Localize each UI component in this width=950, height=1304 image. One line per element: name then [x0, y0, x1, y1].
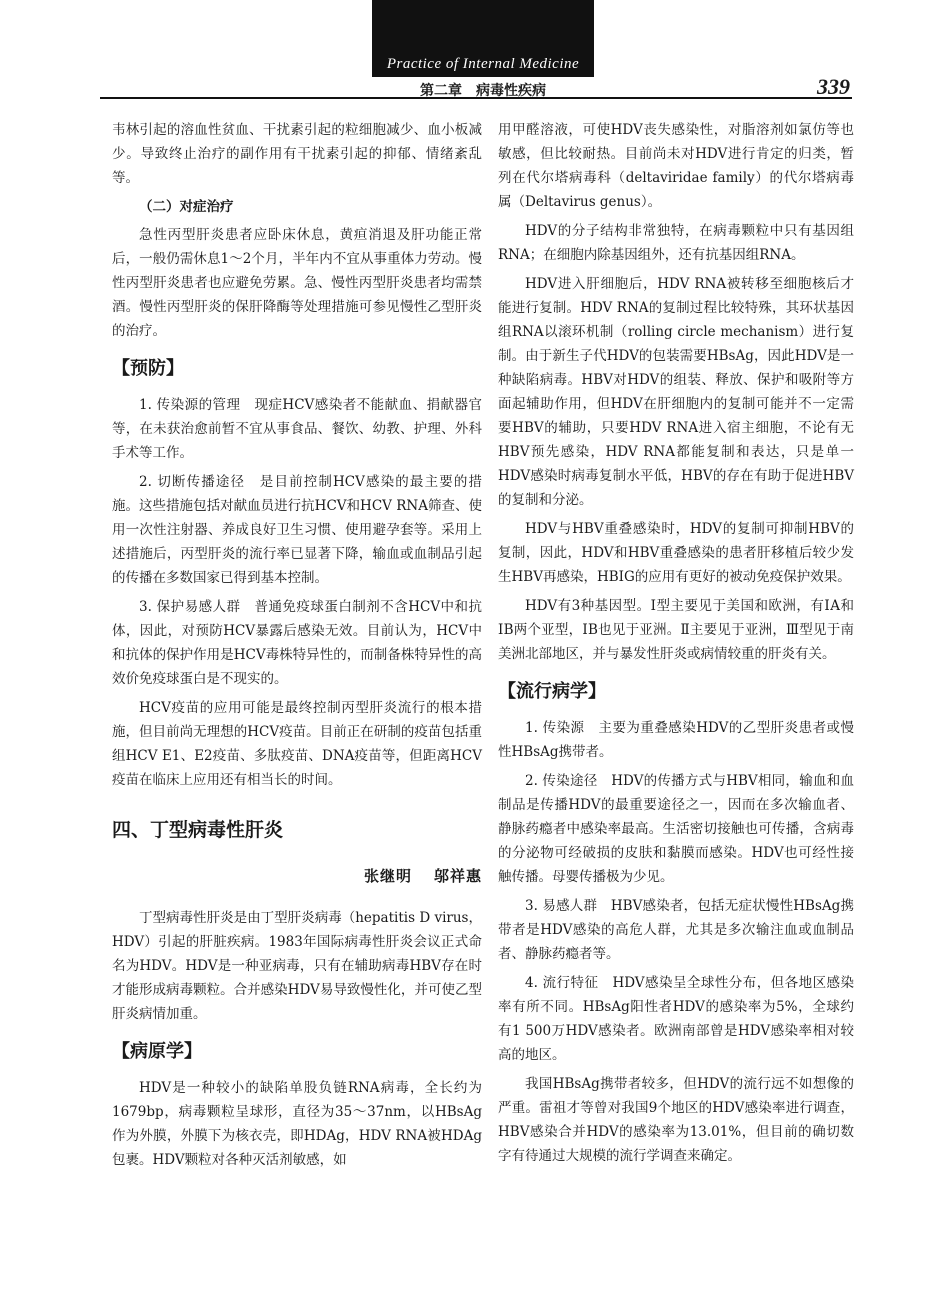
paragraph: 急性丙型肝炎患者应卧床休息，黄疸消退及肝功能正常后，一般仍需休息1～2个月，半年内不宜从事重体力劳动。慢性丙型肝炎患者也应避免劳累。急、慢性丙型肝炎患者均需禁酒。慢性丙型肝炎的保肝降酶等处理措施可参见慢性乙型肝炎的治疗。	[112, 227, 482, 339]
paragraph: HDV进入肝细胞后，HDV RNA被转移至细胞核后才能进行复制。HDV RNA的复制过程比较特殊，其环状基因组RNA以滚环机制（rolling circle mechanism）进行复制。由于新生子代HDV的包装需要HBsAg，因此HDV是一种缺陷病毒。HBV对HDV的组装、释放、保护和吸附等方面起辅助作用，但HDV在肝细胞内的复制可能并不一定需要HBV的辅助，只要HDV RNA进入宿主细胞，不论有无HBV预先感染，HDV RNA都能复制和表达，只是单一HDV感染时病毒复制水平低，HBV的存在有助于促进HBV的复制和分泌。	[498, 276, 854, 508]
section-heading-epidemiology: 【流行病学】	[498, 681, 606, 702]
paragraph: 1. 传染源 主要为重叠感染HDV的乙型肝炎患者或慢性HBsAg携带者。	[498, 720, 854, 760]
paragraph: 2. 传染途径 HDV的传播方式与HBV相同，输血和血制品是传播HDV的最重要途径之一，因而在多次输血者、静脉药瘾者中感染率最高。生活密切接触也可传播，含病毒的分泌物可经破损的皮肤和黏膜而感染。HDV也可经性接触传播。母婴传播极为少见。	[498, 773, 854, 885]
chapter-title: 四、丁型病毒性肝炎	[112, 819, 284, 841]
paragraph: HDV的分子结构非常独特，在病毒颗粒中只有基因组RNA；在细胞内除基因组外，还有抗基因组RNA。	[498, 223, 854, 263]
author-name: 邬祥惠	[433, 867, 482, 885]
journal-name: Practice of Internal Medicine	[386, 56, 580, 72]
paragraph: 4. 流行特征 HDV感染呈全球性分布，但各地区感染率有所不同。HBsAg阳性者HDV的感染率为5%，全球约有1 500万HDV感染者。欧洲南部曾是HDV感染率相对较高的地区。	[498, 975, 854, 1063]
paragraph: 1. 传染源的管理 现症HCV感染者不能献血、捐献器官等，在未获治愈前暂不宜从事食品、餐饮、幼教、护理、外科手术等工作。	[112, 397, 482, 461]
right-column	[498, 118, 854, 1173]
paragraph: HDV与HBV重叠感染时，HDV的复制可抑制HBV的复制，因此，HDV和HBV重叠感染的患者肝移植后较少发生HBV再感染，HBIG的应用有更好的被动免疫保护效果。	[498, 521, 854, 585]
paragraph: HCV疫苗的应用可能是最终控制丙型肝炎流行的根本措施，但目前尚无理想的HCV疫苗。目前正在研制的疫苗包括重组HCV E1、E2疫苗、多肽疫苗、DNA疫苗等，但距离HCV疫苗在临床上应用还有相当长的时间。	[112, 700, 482, 788]
page-number: 339	[817, 74, 850, 99]
section-heading-prevention: 【预防】	[112, 358, 184, 379]
paragraph: 丁型病毒性肝炎是由丁型肝炎病毒（hepatitis D virus，HDV）引起的肝脏疾病。1983年国际病毒性肝炎会议正式命名为HDV。HDV是一种亚病毒，只有在辅助病毒HBV存在时才能形成病毒颗粒。合并感染HDV易导致慢性化，并可使乙型肝炎病情加重。	[112, 910, 482, 1022]
paragraph: 3. 易感人群 HBV感染者，包括无症状慢性HBsAg携带者是HDV感染的高危人群，尤其是多次输注血或血制品者、静脉药瘾者等。	[498, 898, 854, 962]
paragraph: 我国HBsAg携带者较多，但HDV的流行远不如想像的严重。雷祖才等曾对我国9个地区的HDV感染率进行调查，HBV感染合并HDV的感染率为13.01%，但目前的确切数字有待通过大规模的流行学调查来确定。	[498, 1076, 854, 1164]
paragraph: 用甲醛溶液，可使HDV丧失感染性，对脂溶剂如氯仿等也敏感，但比较耐热。目前尚未对HDV进行肯定的归类，暂列在代尔塔病毒科（deltaviridae family）的代尔塔病毒属（Deltavirus genus）。	[498, 122, 854, 210]
header-rule	[100, 97, 852, 99]
author-name: 张继明	[363, 867, 412, 885]
authors	[112, 864, 482, 888]
paragraph: 2. 切断传播途径 是目前控制HCV感染的最主要的措施。这些措施包括对献血员进行抗HCV和HCV RNA筛查、使用一次性注射器、养成良好卫生习惯、使用避孕套等。采用上述措施后，丙型肝炎的流行率已显著下降，输血或血制品引起的传播在多数国家已得到基本控制。	[112, 474, 482, 586]
paragraph: 3. 保护易感人群 普通免疫球蛋白制剂不含HCV中和抗体，因此，对预防HCV暴露后感染无效。目前认为，HCV中和抗体的保护作用是HCV毒株特异性的，而制备株特异性的高效价免疫球蛋白是不现实的。	[112, 599, 482, 687]
journal-banner	[372, 0, 594, 77]
subheading-symptomatic: （二）对症治疗	[139, 199, 234, 215]
left-column	[112, 118, 482, 1177]
paragraph: HDV是一种较小的缺陷单股负链RNA病毒，全长约为1679bp，病毒颗粒呈球形，直径为35～37nm，以HBsAg作为外膜，外膜下为核衣壳，即HDAg，HDV RNA被HDAg包裹。HDV颗粒对各种灭活剂敏感，如	[112, 1080, 482, 1168]
paragraph: HDV有3种基因型。Ⅰ型主要见于美国和欧洲，有ⅠA和ⅠB两个亚型，ⅠB也见于亚洲。Ⅱ主要见于亚洲，Ⅲ型见于南美洲北部地区，并与暴发性肝炎或病情较重的肝炎有关。	[498, 598, 854, 662]
chapter-header: 第二章 病毒性疾病	[420, 83, 546, 99]
section-heading-etiology: 【病原学】	[112, 1041, 202, 1062]
paragraph: 韦林引起的溶血性贫血、干扰素引起的粒细胞减少、血小板减少。导致终止治疗的副作用有干扰素引起的抑郁、情绪紊乱等。	[112, 122, 482, 186]
